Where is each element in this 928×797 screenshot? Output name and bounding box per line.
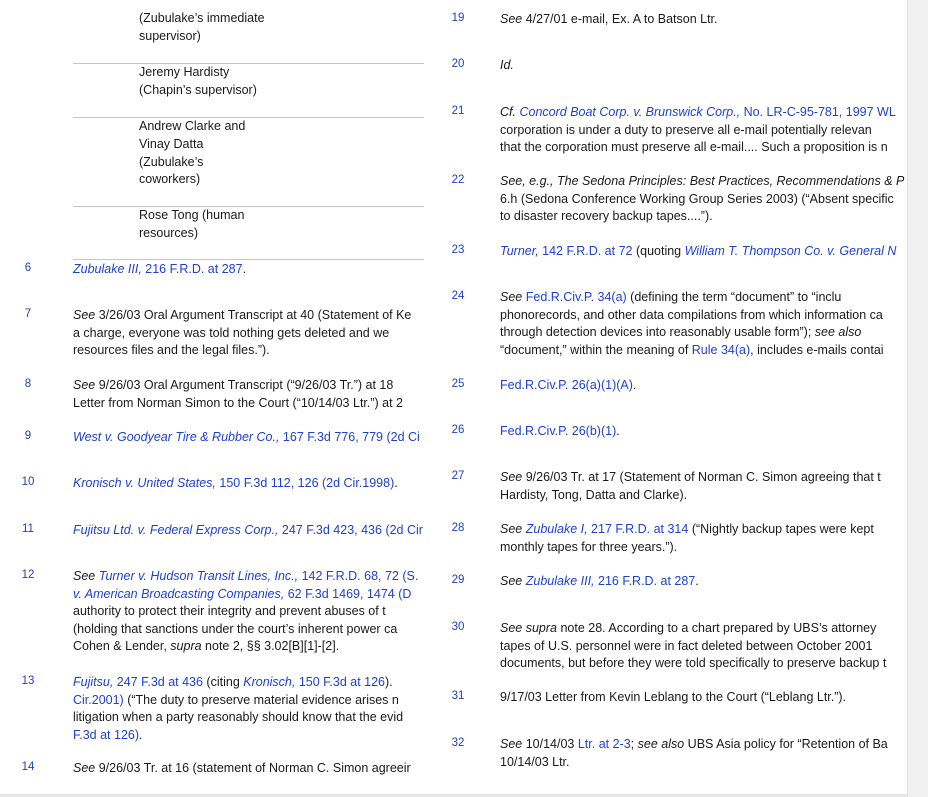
- footnote-text: [500, 11, 718, 29]
- table-cell-line: Andrew Clarke and: [139, 119, 246, 133]
- footnote-text-run: note 28. According to a chart prepared by UBS’s attorney: [556, 621, 877, 635]
- footnote-line: [73, 760, 411, 778]
- footnote-line: [73, 307, 411, 325]
- citation-link[interactable]: 142 F.R.D. 68, 72 (S.: [298, 569, 419, 583]
- table-cell-line: (Zubulake’s immediate: [139, 11, 265, 25]
- footnote-text-run: See: [73, 761, 96, 775]
- footnote-text-run: authority to protect their integrity and prevent abuses of t: [73, 604, 386, 619]
- footnote-text-run: corporation is under a duty to preserve all e-mail potentially relevan: [500, 122, 872, 137]
- footnote-text-run: .: [139, 727, 143, 742]
- footnote-number[interactable]: 12: [21, 569, 35, 581]
- footnote-text-run: .: [394, 476, 398, 490]
- citation-link[interactable]: Kronisch,: [243, 675, 296, 689]
- citation-link[interactable]: 247 F.3d at 436: [113, 675, 203, 689]
- citation-link[interactable]: 150 F.3d 112, 126 (2d Cir.1998): [215, 476, 395, 490]
- footnote-number[interactable]: 20: [451, 58, 465, 70]
- footnote-line: [500, 539, 874, 557]
- footnote-number[interactable]: 6: [24, 262, 32, 274]
- footnote-text-run: .: [632, 378, 637, 392]
- footnote-line: [73, 586, 418, 604]
- left-column: [0, 0, 425, 797]
- footnote-text: [500, 423, 620, 441]
- citation-link[interactable]: 142 F.R.D. at 72: [538, 244, 633, 258]
- footnote-text-run: a charge, everyone was told nothing gets deleted and we: [73, 325, 390, 340]
- footnote-text-run: .: [695, 574, 699, 588]
- footnote-text-run: See: [500, 522, 523, 536]
- footnote-number[interactable]: 8: [24, 378, 32, 390]
- footnote-line: [73, 638, 418, 656]
- footnote-text-run: note 2, §§ 3.02[B][1]-[2].: [201, 639, 340, 654]
- footnote-text: [500, 620, 886, 673]
- citation-link[interactable]: Zubulake III,: [525, 574, 595, 588]
- footnote-text: [500, 736, 888, 771]
- footnote-text: [500, 289, 884, 359]
- footnote-line: [73, 325, 411, 343]
- footnote-line: [500, 122, 896, 140]
- footnote-text-run: See: [500, 290, 523, 304]
- footnote-text: [73, 760, 411, 778]
- footnote-line: [73, 475, 398, 493]
- footnote-text-run: that the corporation must preserve all e-mail.... Such a proposition is n: [500, 140, 888, 155]
- footnote-line: [500, 573, 699, 591]
- footnote-line: [73, 621, 418, 639]
- footnote-line: [500, 689, 846, 707]
- footnote-text-run: (defining the term “document” to “inclu: [626, 290, 842, 304]
- table-cell: [139, 64, 257, 100]
- footnote-line: [500, 139, 896, 157]
- footnote-text-run: See: [500, 12, 523, 26]
- citation-link[interactable]: Fujitsu,: [73, 675, 114, 689]
- footnote-text-run: “document,” within the meaning of: [500, 342, 692, 357]
- footnote-text-run: See, e.g., The Sedona Principles: Best Practices, Recommendations & P: [500, 174, 905, 188]
- footnote-text-run: monthly tapes for three years.”).: [500, 539, 678, 554]
- citation-link[interactable]: F.3d at 126): [73, 727, 140, 742]
- footnote-number[interactable]: 22: [451, 174, 465, 186]
- footnote-text-run: See: [73, 378, 96, 392]
- footnote-line: [500, 638, 886, 656]
- table-row-divider: [73, 259, 424, 260]
- footnote-number[interactable]: 7: [24, 308, 32, 320]
- footnote-line: [500, 104, 896, 122]
- footnote-text-run: 10/14/03: [522, 737, 578, 751]
- footnote-text: [73, 307, 411, 360]
- citation-link[interactable]: Cir.2001): [73, 692, 124, 707]
- footnote-text-run: Id.: [500, 58, 514, 72]
- citation-link[interactable]: 216 F.R.D. at 287: [141, 262, 243, 276]
- citation-link[interactable]: Fed.R.Civ.P. 34(a): [525, 290, 627, 304]
- right-column: [430, 0, 907, 797]
- footnote-text: [73, 674, 403, 744]
- citation-link[interactable]: v. American Broadcasting Companies,: [73, 586, 285, 601]
- footnote-text-run: Hardisty, Tong, Datta and Clarke).: [500, 487, 688, 502]
- footnote-text-run: Cohen & Lender,: [73, 639, 171, 654]
- footnote-text-run: Cf.: [500, 105, 516, 119]
- citation-link[interactable]: Fed.R.Civ.P. 26(a)(1)(A): [500, 378, 633, 392]
- footnote-text-run: phonorecords, and other data compilations from which information ca: [500, 307, 883, 322]
- footnote-text-run: ;: [630, 737, 638, 751]
- citation-link[interactable]: Fed.R.Civ.P. 26(b)(1): [500, 424, 617, 438]
- citation-link[interactable]: 217 F.R.D. at 314: [587, 522, 689, 536]
- footnote-line: [500, 243, 896, 261]
- footnote-text: [500, 104, 896, 157]
- footnote-line: [500, 655, 886, 673]
- footnote-text-run: supra: [170, 639, 202, 654]
- footnote-line: [500, 487, 881, 505]
- footnote-text-run: ).: [385, 675, 393, 689]
- footnote-number[interactable]: 19: [451, 12, 465, 24]
- table-cell-line: Jeremy Hardisty: [139, 65, 230, 79]
- footnote-line: [500, 342, 884, 360]
- citation-link[interactable]: Kronisch v. United States,: [73, 476, 216, 490]
- footnote-text-run: see also: [814, 325, 862, 340]
- table-cell: [139, 10, 265, 46]
- footnote-number[interactable]: 11: [22, 523, 34, 535]
- footnote-line: [73, 674, 403, 692]
- footnote-text-run: Letter from Norman Simon to the Court (“10/14/03 Ltr.”) at 2: [73, 395, 404, 410]
- footnote-number[interactable]: 23: [451, 244, 465, 256]
- footnote-text-run: 9/26/03 Oral Argument Transcript (“9/26/03 Tr.”) at 18: [95, 378, 394, 392]
- footnote-line: [500, 377, 636, 395]
- footnote-text: [500, 573, 699, 591]
- citation-link[interactable]: 62 F.3d 1469, 1474 (D: [284, 586, 412, 601]
- footnote-number[interactable]: 21: [451, 105, 465, 117]
- footnote-text-run: .: [616, 424, 620, 438]
- footnote-text-run: See: [73, 308, 96, 322]
- footnote-text-run: (“The duty to preserve material evidence arises n: [123, 692, 399, 707]
- footnote-number[interactable]: 27: [451, 470, 465, 482]
- citation-link[interactable]: 216 F.R.D. at 287: [594, 574, 696, 588]
- table-cell: [139, 118, 245, 189]
- footnote-text-run: 9/17/03 Letter from Kevin Leblang to the Court (“Leblang Ltr.”).: [500, 690, 847, 704]
- footnote-line: [73, 692, 403, 710]
- footnote-text-run: to disaster recovery backup tapes....”).: [500, 209, 713, 224]
- footnote-number[interactable]: 25: [451, 378, 465, 390]
- citation-link[interactable]: Rule 34(a): [691, 342, 751, 357]
- citation-link[interactable]: No. LR-C-95-781, 1997 WL: [740, 105, 896, 119]
- footnote-line: [500, 11, 718, 29]
- table-cell-line: resources): [139, 225, 199, 240]
- citation-link[interactable]: Concord Boat Corp. v. Brunswick Corp.,: [519, 105, 741, 119]
- footnote-number[interactable]: 26: [451, 424, 465, 436]
- footnote-number[interactable]: 13: [21, 675, 35, 687]
- footnote-text-run: See: [500, 470, 523, 484]
- citation-link[interactable]: William T. Thompson Co. v. General N: [684, 244, 897, 258]
- vertical-scrollbar[interactable]: [907, 0, 928, 797]
- footnote-number[interactable]: 10: [21, 476, 35, 488]
- table-cell-line: supervisor): [139, 28, 201, 43]
- footnote-text: [73, 429, 420, 447]
- citation-link[interactable]: 247 F.3d 423, 436 (2d Cir: [278, 523, 423, 537]
- footnote-line: [500, 289, 884, 307]
- citation-link[interactable]: Ltr. at 2-3: [577, 737, 631, 751]
- table-cell-line: coworkers): [139, 172, 201, 187]
- footnote-number[interactable]: 24: [451, 290, 465, 302]
- citation-link[interactable]: Turner v. Hudson Transit Lines, Inc.,: [98, 569, 299, 583]
- footnote-number[interactable]: 29: [451, 574, 465, 586]
- citation-link[interactable]: Zubulake III,: [73, 262, 142, 276]
- footnote-text-run: (citing: [202, 675, 244, 689]
- footnote-text-run: .: [242, 262, 247, 276]
- footnote-line: [73, 429, 420, 447]
- footnote-text: [500, 57, 514, 75]
- footnote-line: [500, 754, 888, 772]
- footnote-text-run: through detection devices into reasonably usable form”);: [500, 325, 815, 340]
- footnote-text: [500, 173, 904, 226]
- table-row-divider: [73, 117, 424, 118]
- footnote-line: [73, 261, 246, 279]
- table-cell-line: (Chapin’s supervisor): [139, 82, 257, 97]
- footnote-number[interactable]: 28: [451, 522, 465, 534]
- citation-link[interactable]: 167 F.3d 776, 779 (2d Ci: [279, 430, 420, 444]
- footnote-text: [500, 469, 881, 504]
- footnote-text: [73, 568, 418, 656]
- footnote-number[interactable]: 31: [451, 690, 465, 702]
- footnote-text: [500, 521, 874, 556]
- table-cell: [139, 207, 244, 243]
- footnote-line: [500, 469, 881, 487]
- footnote-text-run: (quoting: [632, 244, 685, 258]
- footnote-line: [73, 395, 403, 413]
- footnote-text: [500, 243, 896, 261]
- footnote-text: [73, 261, 246, 279]
- footnote-text-run: documents, but before they were told specifically to preserve backup t: [500, 656, 887, 671]
- footnote-text-run: 9/26/03 Tr. at 16 (statement of Norman C. Simon agreeir: [95, 761, 411, 775]
- footnote-text-run: litigation when a party reasonably should know that the evid: [73, 710, 404, 725]
- footnote-line: [73, 603, 418, 621]
- footnote-text-run: see also: [637, 737, 685, 751]
- footnote-line: [73, 342, 411, 360]
- footnote-text: [500, 377, 636, 395]
- citation-link[interactable]: Turner,: [500, 244, 539, 258]
- footnote-text-run: tapes of U.S. personnel were in fact deleted between October 2001: [500, 638, 873, 653]
- footnote-text-run: , includes e-mails contai: [750, 342, 884, 357]
- footnote-line: [500, 57, 514, 75]
- footnote-text-run: See: [500, 574, 523, 588]
- footnote-text: [73, 475, 398, 493]
- footnote-text-run: See: [500, 737, 523, 751]
- footnote-text-run: See supra: [500, 621, 557, 635]
- table-cell-line: Rose Tong (human: [139, 208, 245, 222]
- footnote-line: [500, 423, 620, 441]
- footnote-line: [73, 377, 403, 395]
- footnote-number[interactable]: 14: [21, 761, 35, 773]
- footnote-text-run: (“Nightly backup tapes were kept: [688, 522, 874, 536]
- footnote-number[interactable]: 9: [24, 430, 32, 442]
- footnote-text-run: 4/27/01 e-mail, Ex. A to Batson Ltr.: [522, 12, 718, 26]
- citation-link[interactable]: West v. Goodyear Tire & Rubber Co.,: [73, 430, 280, 444]
- table-row-divider: [73, 206, 424, 207]
- table-cell-line: Vinay Datta: [139, 136, 204, 151]
- citation-link[interactable]: Fujitsu Ltd. v. Federal Express Corp.,: [73, 523, 279, 537]
- footnote-line: [73, 568, 418, 586]
- footnote-text-run: UBS Asia policy for “Retention of Ba: [684, 737, 888, 751]
- footnote-text-run: 6.h (Sedona Conference Working Group Series 2003) (“Absent specific: [500, 191, 894, 206]
- table-row-divider: [73, 63, 424, 64]
- footnote-number[interactable]: 30: [451, 621, 465, 633]
- citation-link[interactable]: 150 F.3d at 126: [295, 675, 386, 689]
- footnote-line: [500, 191, 904, 209]
- footnote-line: [73, 727, 403, 745]
- footnote-text-run: See: [73, 569, 96, 583]
- footnote-line: [500, 620, 886, 638]
- footnote-line: [500, 173, 904, 191]
- footnote-line: [500, 208, 904, 226]
- footnote-text-run: 9/26/03 Tr. at 17 (Statement of Norman C. Simon agreeing that t: [522, 470, 881, 484]
- footnote-text: [500, 689, 846, 707]
- footnote-number[interactable]: 32: [451, 737, 465, 749]
- footnote-text-run: resources files and the legal files.”).: [73, 343, 270, 358]
- footnote-text-run: (holding that sanctions under the court’s inherent power ca: [73, 621, 398, 636]
- footnote-line: [73, 709, 403, 727]
- footnote-line: [500, 324, 884, 342]
- footnote-line: [73, 522, 423, 540]
- footnote-line: [500, 307, 884, 325]
- footnote-text-run: 3/26/03 Oral Argument Transcript at 40 (Statement of Ke: [95, 308, 412, 322]
- footnote-line: [500, 521, 874, 539]
- footnote-text: [73, 377, 403, 412]
- footnote-text: [73, 522, 423, 540]
- citation-link[interactable]: Zubulake I,: [525, 522, 588, 536]
- footnote-text-run: 10/14/03 Ltr.: [500, 754, 570, 769]
- footnote-line: [500, 736, 888, 754]
- table-cell-line: (Zubulake’s: [139, 154, 204, 169]
